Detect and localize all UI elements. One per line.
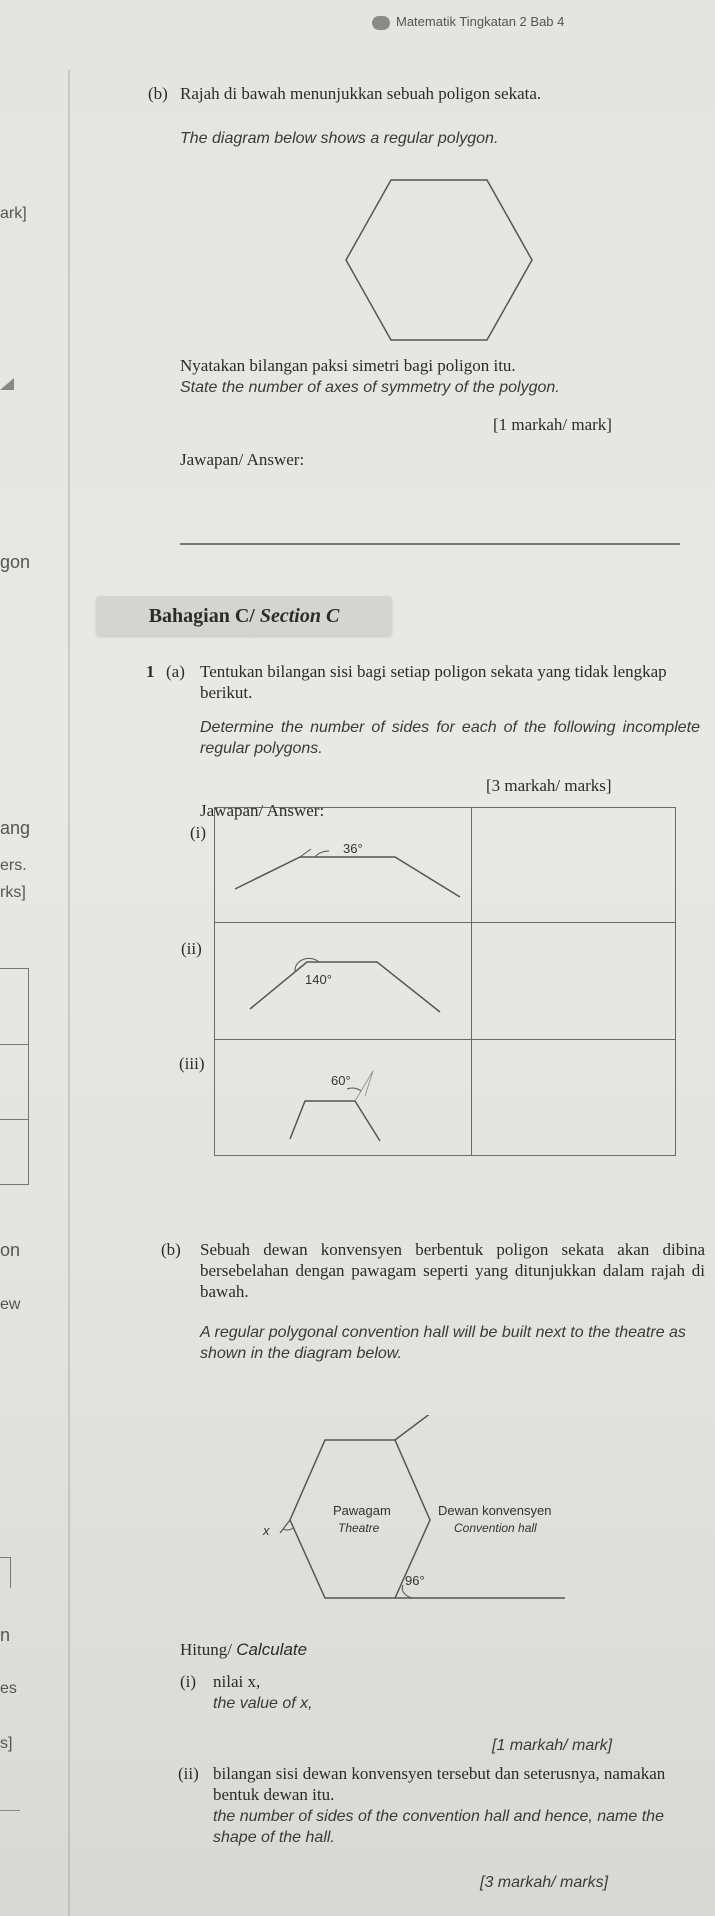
header-logo-icon xyxy=(372,16,390,30)
question-text-en: The diagram below shows a regular polygon. xyxy=(180,130,499,147)
answer-row xyxy=(215,1040,676,1156)
angle-label: 60° xyxy=(331,1072,351,1088)
question-text-ms: Rajah di bawah menunjukkan sebuah poligon sekata. xyxy=(180,84,542,103)
section-heading: Bahagian C/ Section C xyxy=(96,596,392,636)
angle-label: 96° xyxy=(405,1573,425,1588)
margin-text: gon xyxy=(0,552,31,572)
question-text-ms: Tentukan bilangan sisi bagi setiap poligon sekata yang tidak lengkap berikut. xyxy=(200,662,667,702)
row-label: (iii) xyxy=(179,1054,205,1073)
answer-row xyxy=(215,808,676,923)
calculate-label: Hitung/ Calculate xyxy=(180,1640,308,1659)
answer-cell[interactable] xyxy=(472,1040,676,1156)
margin-text: es xyxy=(0,1680,17,1697)
margin-line xyxy=(0,1810,20,1811)
row-label: (ii) xyxy=(181,939,202,958)
marks-label: [3 markah/ marks] xyxy=(486,776,612,795)
answer-table xyxy=(214,807,676,1156)
marks-label: [3 markah/ marks] xyxy=(480,1874,609,1891)
subquestion-text-ms: nilai x, xyxy=(213,1672,261,1691)
x-label: x xyxy=(263,1523,270,1538)
polygon-cell xyxy=(215,808,472,923)
question-number: 1 xyxy=(146,662,155,681)
symmetry-question-ms: Nyatakan bilangan paksi simetri bagi poligon itu. xyxy=(180,356,516,375)
answer-row xyxy=(215,923,676,1040)
answer-cell[interactable] xyxy=(472,808,676,923)
polygon-cell xyxy=(215,923,472,1040)
row-label: (i) xyxy=(190,823,207,842)
marks-label: [1 markah/ mark] xyxy=(493,415,612,434)
incomplete-polygon-diagram xyxy=(215,924,471,1039)
answer-cell[interactable] xyxy=(472,923,676,1040)
question-label: (b) xyxy=(148,84,168,103)
incomplete-polygon-diagram xyxy=(215,1041,471,1155)
hall-label-ms: Dewan konvensyen xyxy=(438,1503,552,1518)
margin-box-fragment xyxy=(0,1557,11,1588)
regular-hexagon-diagram xyxy=(344,178,534,342)
question-part-label: (b) xyxy=(161,1240,181,1259)
margin-text: ew xyxy=(0,1296,21,1313)
margin-text: rks] xyxy=(0,884,26,901)
margin-text: ark] xyxy=(0,205,27,222)
incomplete-polygon-diagram xyxy=(215,809,471,922)
question-text-ms: Sebuah dewan konvensyen berbentuk poligon sekata akan dibina bersebelahan dengan pawagam seperti yang ditunjukkan dalam rajah di bawah. xyxy=(200,1240,705,1301)
margin-text: on xyxy=(0,1240,21,1260)
margin-mark xyxy=(0,378,14,390)
answer-label: Jawapan/ Answer: xyxy=(200,801,325,820)
question-text-en: Determine the number of sides for each of the following incomplete regular polygons. xyxy=(200,719,700,757)
margin-text: ers. xyxy=(0,857,27,874)
page-header: Matematik Tingkatan 2 Bab 4 xyxy=(372,14,564,30)
answer-label: Jawapan/ Answer: xyxy=(180,450,305,469)
subquestion-label: (i) xyxy=(180,1672,197,1691)
marks-label: [1 markah/ mark] xyxy=(492,1737,613,1754)
theatre-label-ms: Pawagam xyxy=(333,1503,391,1518)
subquestion-text-ms: bilangan sisi dewan konvensyen tersebut dan seterusnya, namakan bentuk dewan itu. xyxy=(213,1764,666,1804)
hall-label-en: Convention hall xyxy=(454,1521,537,1535)
answer-line xyxy=(180,543,680,545)
subquestion-text-en: the value of x, xyxy=(213,1695,313,1712)
symmetry-question-en: State the number of axes of symmetry of the polygon. xyxy=(180,379,560,396)
subquestion-label: (ii) xyxy=(178,1764,199,1783)
angle-label: 140° xyxy=(305,971,332,987)
margin-text: ang xyxy=(0,818,31,838)
theatre-label-en: Theatre xyxy=(338,1521,380,1535)
margin-table-fragment xyxy=(0,968,29,1185)
page-fold xyxy=(68,70,70,1916)
polygon-cell xyxy=(215,1040,472,1156)
margin-text: n xyxy=(0,1625,11,1645)
theatre-hall-diagram xyxy=(255,1415,575,1625)
angle-label: 36° xyxy=(343,840,363,856)
question-part-label: (a) xyxy=(166,662,185,681)
margin-text: s] xyxy=(0,1735,13,1752)
question-text-en: A regular polygonal convention hall will be built next to the theatre as shown in the diagram below. xyxy=(200,1324,686,1362)
subquestion-text-en: the number of sides of the convention hall and hence, name the shape of the hall. xyxy=(213,1808,664,1846)
